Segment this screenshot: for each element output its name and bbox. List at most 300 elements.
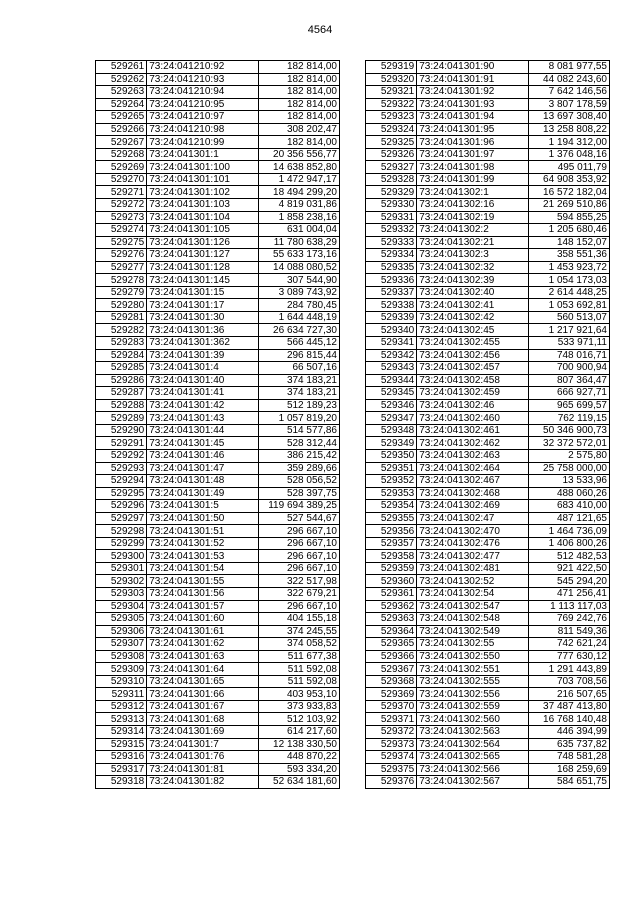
table-row xyxy=(96,399,340,412)
value-cell: 44 082 243,60 xyxy=(528,73,609,86)
row-number-cell: 529307 xyxy=(96,638,147,651)
row-number-cell: 529358 xyxy=(366,550,417,563)
cadastral-number-cell: 73:24:041301:60 xyxy=(147,613,259,626)
table-row xyxy=(366,337,610,350)
row-number-cell: 529364 xyxy=(366,625,417,638)
table-row xyxy=(96,311,340,324)
value-cell: 527 544,67 xyxy=(258,512,339,525)
table-row xyxy=(96,374,340,387)
cadastral-number-cell: 73:24:041302:464 xyxy=(417,462,529,475)
value-cell: 471 256,41 xyxy=(528,587,609,600)
cadastral-number-cell: 73:24:041301:41 xyxy=(147,387,259,400)
cadastral-number-cell: 73:24:041301:48 xyxy=(147,475,259,488)
cadastral-number-cell: 73:24:041302:47 xyxy=(417,512,529,525)
table-row xyxy=(366,349,610,362)
cadastral-number-cell: 73:24:041301:63 xyxy=(147,650,259,663)
row-number-cell: 529329 xyxy=(366,186,417,199)
cadastral-number-cell: 73:24:041301:68 xyxy=(147,713,259,726)
row-number-cell: 529292 xyxy=(96,449,147,462)
row-number-cell: 529374 xyxy=(366,751,417,764)
value-cell: 811 549,36 xyxy=(528,625,609,638)
cadastral-number-cell: 73:24:041301:36 xyxy=(147,324,259,337)
row-number-cell: 529265 xyxy=(96,111,147,124)
row-number-cell: 529354 xyxy=(366,500,417,513)
value-cell: 308 202,47 xyxy=(258,123,339,136)
value-cell: 762 119,15 xyxy=(528,412,609,425)
row-number-cell: 529285 xyxy=(96,362,147,375)
table-row xyxy=(96,111,340,124)
row-number-cell: 529313 xyxy=(96,713,147,726)
table-row xyxy=(366,763,610,776)
value-cell: 11 780 638,29 xyxy=(258,236,339,249)
cadastral-number-cell: 73:24:041301:95 xyxy=(417,123,529,136)
cadastral-number-cell: 73:24:041301:62 xyxy=(147,638,259,651)
row-number-cell: 529295 xyxy=(96,487,147,500)
value-cell: 807 364,47 xyxy=(528,374,609,387)
value-cell: 284 780,45 xyxy=(258,299,339,312)
row-number-cell: 529296 xyxy=(96,500,147,513)
table-row xyxy=(366,261,610,274)
cadastral-number-cell: 73:24:041302:46 xyxy=(417,399,529,412)
row-number-cell: 529372 xyxy=(366,725,417,738)
cadastral-number-cell: 73:24:041301:67 xyxy=(147,700,259,713)
cadastral-number-cell: 73:24:041301:40 xyxy=(147,374,259,387)
cadastral-number-cell: 73:24:041302:470 xyxy=(417,525,529,538)
cadastral-number-cell: 73:24:041301:90 xyxy=(417,61,529,74)
row-number-cell: 529288 xyxy=(96,399,147,412)
table-row xyxy=(96,725,340,738)
value-cell: 512 189,23 xyxy=(258,399,339,412)
cadastral-number-cell: 73:24:041301:52 xyxy=(147,537,259,550)
table-row xyxy=(96,424,340,437)
value-cell: 511 592,08 xyxy=(258,675,339,688)
value-cell: 322 517,98 xyxy=(258,575,339,588)
row-number-cell: 529352 xyxy=(366,475,417,488)
row-number-cell: 529343 xyxy=(366,362,417,375)
cadastral-number-cell: 73:24:041301:98 xyxy=(417,161,529,174)
row-number-cell: 529319 xyxy=(366,61,417,74)
row-number-cell: 529317 xyxy=(96,763,147,776)
table-row xyxy=(366,286,610,299)
cadastral-number-cell: 73:24:041302:19 xyxy=(417,211,529,224)
cadastral-number-cell: 73:24:041302:455 xyxy=(417,337,529,350)
table-row xyxy=(96,500,340,513)
value-cell: 1 194 312,00 xyxy=(528,136,609,149)
table-row xyxy=(366,537,610,550)
value-cell: 148 152,07 xyxy=(528,236,609,249)
row-number-cell: 529368 xyxy=(366,675,417,688)
cadastral-number-cell: 73:24:041301:69 xyxy=(147,725,259,738)
value-cell: 1 054 173,03 xyxy=(528,274,609,287)
right-table xyxy=(365,60,610,789)
table-row xyxy=(366,462,610,475)
cadastral-number-cell: 73:24:041301:126 xyxy=(147,236,259,249)
value-cell: 1 217 921,64 xyxy=(528,324,609,337)
cadastral-number-cell: 73:24:041302:556 xyxy=(417,688,529,701)
table-row xyxy=(366,299,610,312)
table-row xyxy=(96,638,340,651)
cadastral-number-cell: 73:24:041301:5 xyxy=(147,500,259,513)
value-cell: 584 651,75 xyxy=(528,776,609,789)
table-row xyxy=(96,412,340,425)
row-number-cell: 529309 xyxy=(96,663,147,676)
value-cell: 16 768 140,48 xyxy=(528,713,609,726)
cadastral-number-cell: 73:24:041301:104 xyxy=(147,211,259,224)
page-number: 4564 xyxy=(307,24,333,36)
row-number-cell: 529375 xyxy=(366,763,417,776)
cadastral-number-cell: 73:24:041210:93 xyxy=(147,73,259,86)
cadastral-number-cell: 73:24:041301:64 xyxy=(147,663,259,676)
table-row xyxy=(366,86,610,99)
table-row xyxy=(96,224,340,237)
value-cell: 1 205 680,46 xyxy=(528,224,609,237)
value-cell: 700 900,94 xyxy=(528,362,609,375)
table-row xyxy=(96,387,340,400)
row-number-cell: 529289 xyxy=(96,412,147,425)
table-row xyxy=(366,274,610,287)
cadastral-number-cell: 73:24:041302:551 xyxy=(417,663,529,676)
table-row xyxy=(366,487,610,500)
value-cell: 20 356 556,77 xyxy=(258,148,339,161)
cadastral-number-cell: 73:24:041302:549 xyxy=(417,625,529,638)
value-cell: 742 621,24 xyxy=(528,638,609,651)
value-cell: 296 667,10 xyxy=(258,562,339,575)
value-cell: 119 694 389,25 xyxy=(258,500,339,513)
row-number-cell: 529362 xyxy=(366,600,417,613)
cadastral-number-cell: 73:24:041302:41 xyxy=(417,299,529,312)
value-cell: 404 155,18 xyxy=(258,613,339,626)
row-number-cell: 529283 xyxy=(96,337,147,350)
row-number-cell: 529361 xyxy=(366,587,417,600)
table-row xyxy=(366,613,610,626)
row-number-cell: 529341 xyxy=(366,337,417,350)
value-cell: 566 445,12 xyxy=(258,337,339,350)
cadastral-number-cell: 73:24:041301:45 xyxy=(147,437,259,450)
row-number-cell: 529324 xyxy=(366,123,417,136)
cadastral-number-cell: 73:24:041302:2 xyxy=(417,224,529,237)
cadastral-number-cell: 73:24:041301:15 xyxy=(147,286,259,299)
row-number-cell: 529264 xyxy=(96,98,147,111)
cadastral-number-cell: 73:24:041302:548 xyxy=(417,613,529,626)
row-number-cell: 529351 xyxy=(366,462,417,475)
row-number-cell: 529287 xyxy=(96,387,147,400)
row-number-cell: 529282 xyxy=(96,324,147,337)
row-number-cell: 529321 xyxy=(366,86,417,99)
row-number-cell: 529284 xyxy=(96,349,147,362)
table-row xyxy=(366,173,610,186)
cadastral-number-cell: 73:24:041301:128 xyxy=(147,261,259,274)
table-row xyxy=(96,73,340,86)
table-row xyxy=(366,61,610,74)
cadastral-number-cell: 73:24:041301:101 xyxy=(147,173,259,186)
cadastral-number-cell: 73:24:041301:76 xyxy=(147,751,259,764)
value-cell: 296 815,44 xyxy=(258,349,339,362)
value-cell: 1 291 443,89 xyxy=(528,663,609,676)
row-number-cell: 529304 xyxy=(96,600,147,613)
value-cell: 359 289,66 xyxy=(258,462,339,475)
value-cell: 528 312,44 xyxy=(258,437,339,450)
value-cell: 168 259,69 xyxy=(528,763,609,776)
table-row xyxy=(366,751,610,764)
row-number-cell: 529278 xyxy=(96,274,147,287)
row-number-cell: 529301 xyxy=(96,562,147,575)
table-row xyxy=(366,638,610,651)
value-cell: 374 245,55 xyxy=(258,625,339,638)
cadastral-number-cell: 73:24:041301:362 xyxy=(147,337,259,350)
row-number-cell: 529279 xyxy=(96,286,147,299)
cadastral-number-cell: 73:24:041302:547 xyxy=(417,600,529,613)
cadastral-number-cell: 73:24:041301:55 xyxy=(147,575,259,588)
table-row xyxy=(96,738,340,751)
table-row xyxy=(366,186,610,199)
row-number-cell: 529300 xyxy=(96,550,147,563)
cadastral-number-cell: 73:24:041301:127 xyxy=(147,249,259,262)
cadastral-number-cell: 73:24:041301:50 xyxy=(147,512,259,525)
row-number-cell: 529334 xyxy=(366,249,417,262)
cadastral-number-cell: 73:24:041301:97 xyxy=(417,148,529,161)
value-cell: 514 577,86 xyxy=(258,424,339,437)
row-number-cell: 529305 xyxy=(96,613,147,626)
cadastral-number-cell: 73:24:041301:54 xyxy=(147,562,259,575)
value-cell: 14 638 852,80 xyxy=(258,161,339,174)
value-cell: 12 138 330,50 xyxy=(258,738,339,751)
value-cell: 511 592,08 xyxy=(258,663,339,676)
table-row xyxy=(366,123,610,136)
row-number-cell: 529273 xyxy=(96,211,147,224)
cadastral-number-cell: 73:24:041301:44 xyxy=(147,424,259,437)
cadastral-number-cell: 73:24:041302:32 xyxy=(417,261,529,274)
cadastral-number-cell: 73:24:041301:39 xyxy=(147,349,259,362)
value-cell: 25 758 000,00 xyxy=(528,462,609,475)
table-row xyxy=(96,776,340,789)
row-number-cell: 529365 xyxy=(366,638,417,651)
value-cell: 182 814,00 xyxy=(258,136,339,149)
cadastral-number-cell: 73:24:041301:100 xyxy=(147,161,259,174)
row-number-cell: 529293 xyxy=(96,462,147,475)
row-number-cell: 529276 xyxy=(96,249,147,262)
table-row xyxy=(96,324,340,337)
table-row xyxy=(366,725,610,738)
row-number-cell: 529355 xyxy=(366,512,417,525)
row-number-cell: 529271 xyxy=(96,186,147,199)
cadastral-number-cell: 73:24:041302:563 xyxy=(417,725,529,738)
cadastral-number-cell: 73:24:041301:47 xyxy=(147,462,259,475)
cadastral-number-cell: 73:24:041301:145 xyxy=(147,274,259,287)
value-cell: 3 807 178,59 xyxy=(528,98,609,111)
value-cell: 594 855,25 xyxy=(528,211,609,224)
table-row xyxy=(96,261,340,274)
table-row xyxy=(96,650,340,663)
row-number-cell: 529303 xyxy=(96,587,147,600)
value-cell: 182 814,00 xyxy=(258,98,339,111)
row-number-cell: 529367 xyxy=(366,663,417,676)
table-row xyxy=(366,362,610,375)
table-row xyxy=(366,249,610,262)
value-cell: 4 819 031,86 xyxy=(258,199,339,212)
cadastral-number-cell: 73:24:041301:30 xyxy=(147,311,259,324)
row-number-cell: 529332 xyxy=(366,224,417,237)
table-row xyxy=(96,86,340,99)
row-number-cell: 529350 xyxy=(366,449,417,462)
row-number-cell: 529272 xyxy=(96,199,147,212)
cadastral-number-cell: 73:24:041302:39 xyxy=(417,274,529,287)
cadastral-number-cell: 73:24:041302:469 xyxy=(417,500,529,513)
row-number-cell: 529347 xyxy=(366,412,417,425)
row-number-cell: 529339 xyxy=(366,311,417,324)
value-cell: 533 971,11 xyxy=(528,337,609,350)
value-cell: 182 814,00 xyxy=(258,111,339,124)
row-number-cell: 529322 xyxy=(366,98,417,111)
row-number-cell: 529342 xyxy=(366,349,417,362)
table-row xyxy=(96,525,340,538)
row-number-cell: 529325 xyxy=(366,136,417,149)
cadastral-number-cell: 73:24:041301:105 xyxy=(147,224,259,237)
value-cell: 374 183,21 xyxy=(258,387,339,400)
cadastral-number-cell: 73:24:041302:468 xyxy=(417,487,529,500)
table-row xyxy=(366,412,610,425)
table-row xyxy=(96,437,340,450)
cadastral-number-cell: 73:24:041301:49 xyxy=(147,487,259,500)
row-number-cell: 529333 xyxy=(366,236,417,249)
value-cell: 374 183,21 xyxy=(258,374,339,387)
table-row xyxy=(96,675,340,688)
cadastral-number-cell: 73:24:041302:567 xyxy=(417,776,529,789)
table-row xyxy=(366,111,610,124)
table-row xyxy=(96,299,340,312)
value-cell: 1 376 048,16 xyxy=(528,148,609,161)
table-row xyxy=(96,713,340,726)
table-row xyxy=(96,236,340,249)
row-number-cell: 529280 xyxy=(96,299,147,312)
row-number-cell: 529340 xyxy=(366,324,417,337)
table-row xyxy=(366,449,610,462)
row-number-cell: 529266 xyxy=(96,123,147,136)
cadastral-number-cell: 73:24:041302:457 xyxy=(417,362,529,375)
table-row xyxy=(96,462,340,475)
row-number-cell: 529349 xyxy=(366,437,417,450)
cadastral-number-cell: 73:24:041301:92 xyxy=(417,86,529,99)
value-cell: 487 121,65 xyxy=(528,512,609,525)
row-number-cell: 529328 xyxy=(366,173,417,186)
value-cell: 13 258 808,22 xyxy=(528,123,609,136)
value-cell: 216 507,65 xyxy=(528,688,609,701)
cadastral-number-cell: 73:24:041301:43 xyxy=(147,412,259,425)
cadastral-number-cell: 73:24:041301:102 xyxy=(147,186,259,199)
table-row xyxy=(366,437,610,450)
value-cell: 512 103,92 xyxy=(258,713,339,726)
row-number-cell: 529316 xyxy=(96,751,147,764)
table-row xyxy=(366,399,610,412)
table-row xyxy=(96,550,340,563)
value-cell: 386 215,42 xyxy=(258,449,339,462)
value-cell: 182 814,00 xyxy=(258,86,339,99)
table-row xyxy=(96,98,340,111)
value-cell: 1 644 448,19 xyxy=(258,311,339,324)
row-number-cell: 529274 xyxy=(96,224,147,237)
cadastral-number-cell: 73:24:041210:98 xyxy=(147,123,259,136)
table-row xyxy=(366,700,610,713)
table-row xyxy=(366,311,610,324)
cadastral-number-cell: 73:24:041302:459 xyxy=(417,387,529,400)
table-row xyxy=(366,512,610,525)
cadastral-number-cell: 73:24:041302:16 xyxy=(417,199,529,212)
table-row xyxy=(96,763,340,776)
table-row xyxy=(96,449,340,462)
row-number-cell: 529331 xyxy=(366,211,417,224)
value-cell: 64 908 353,92 xyxy=(528,173,609,186)
cadastral-number-cell: 73:24:041302:45 xyxy=(417,324,529,337)
table-row xyxy=(366,148,610,161)
cadastral-number-cell: 73:24:041302:460 xyxy=(417,412,529,425)
cadastral-number-cell: 73:24:041301:103 xyxy=(147,199,259,212)
table-row xyxy=(96,186,340,199)
value-cell: 614 217,60 xyxy=(258,725,339,738)
cadastral-number-cell: 73:24:041302:564 xyxy=(417,738,529,751)
row-number-cell: 529315 xyxy=(96,738,147,751)
cadastral-number-cell: 73:24:041302:565 xyxy=(417,751,529,764)
value-cell: 13 533,96 xyxy=(528,475,609,488)
row-number-cell: 529297 xyxy=(96,512,147,525)
value-cell: 50 346 900,73 xyxy=(528,424,609,437)
table-row xyxy=(366,424,610,437)
cadastral-number-cell: 73:24:041302:461 xyxy=(417,424,529,437)
cadastral-number-cell: 73:24:041302:462 xyxy=(417,437,529,450)
row-number-cell: 529267 xyxy=(96,136,147,149)
row-number-cell: 529366 xyxy=(366,650,417,663)
value-cell: 965 699,57 xyxy=(528,399,609,412)
value-cell: 511 677,38 xyxy=(258,650,339,663)
value-cell: 16 572 182,04 xyxy=(528,186,609,199)
value-cell: 631 004,04 xyxy=(258,224,339,237)
row-number-cell: 529269 xyxy=(96,161,147,174)
value-cell: 528 397,75 xyxy=(258,487,339,500)
row-number-cell: 529308 xyxy=(96,650,147,663)
value-cell: 374 058,52 xyxy=(258,638,339,651)
cadastral-number-cell: 73:24:041301:96 xyxy=(417,136,529,149)
row-number-cell: 529345 xyxy=(366,387,417,400)
table-row xyxy=(366,98,610,111)
table-row xyxy=(96,625,340,638)
value-cell: 666 927,71 xyxy=(528,387,609,400)
row-number-cell: 529291 xyxy=(96,437,147,450)
value-cell: 635 737,82 xyxy=(528,738,609,751)
row-number-cell: 529327 xyxy=(366,161,417,174)
table-row xyxy=(366,387,610,400)
value-cell: 748 581,28 xyxy=(528,751,609,764)
cadastral-number-cell: 73:24:041210:95 xyxy=(147,98,259,111)
table-row xyxy=(96,700,340,713)
value-cell: 528 056,52 xyxy=(258,475,339,488)
row-number-cell: 529318 xyxy=(96,776,147,789)
cadastral-number-cell: 73:24:041302:566 xyxy=(417,763,529,776)
row-number-cell: 529268 xyxy=(96,148,147,161)
row-number-cell: 529337 xyxy=(366,286,417,299)
cadastral-number-cell: 73:24:041302:3 xyxy=(417,249,529,262)
table-row xyxy=(366,713,610,726)
table-row xyxy=(366,500,610,513)
table-row xyxy=(366,161,610,174)
table-row xyxy=(96,751,340,764)
cadastral-number-cell: 73:24:041302:476 xyxy=(417,537,529,550)
value-cell: 1 858 238,16 xyxy=(258,211,339,224)
cadastral-number-cell: 73:24:041301:51 xyxy=(147,525,259,538)
cadastral-number-cell: 73:24:041302:477 xyxy=(417,550,529,563)
value-cell: 296 667,10 xyxy=(258,550,339,563)
value-cell: 748 016,71 xyxy=(528,349,609,362)
table-row xyxy=(366,224,610,237)
cadastral-number-cell: 73:24:041301:57 xyxy=(147,600,259,613)
table-row xyxy=(366,73,610,86)
